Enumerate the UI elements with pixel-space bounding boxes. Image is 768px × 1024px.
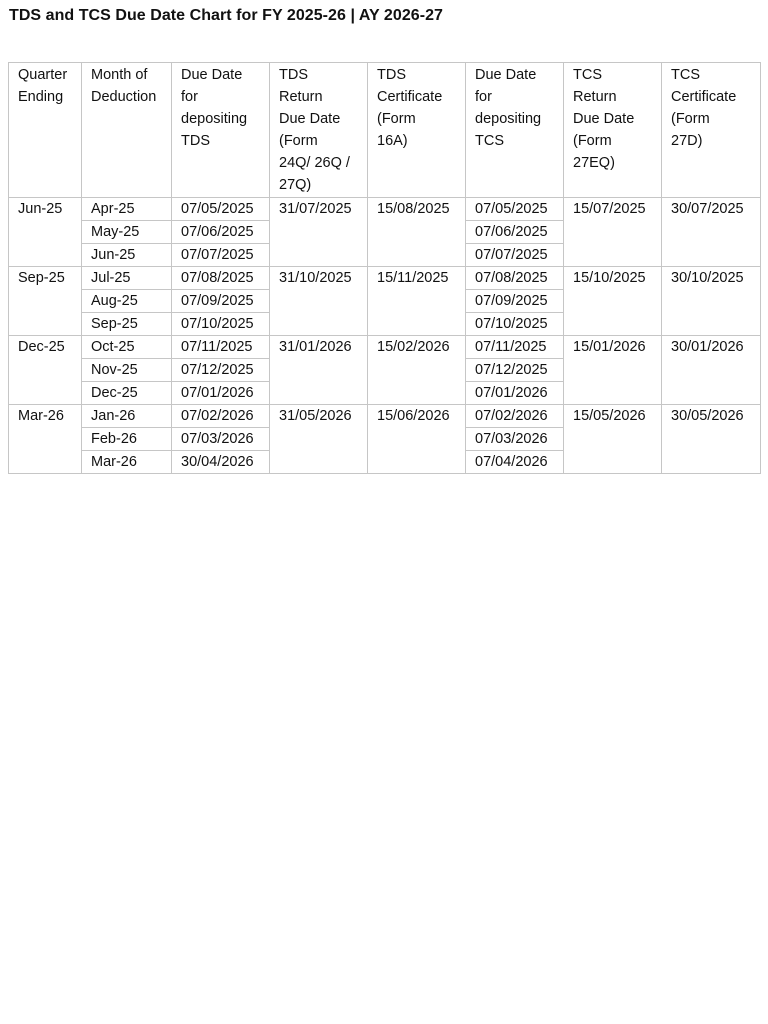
tcs-certificate-cell: 30/07/2025	[662, 198, 761, 267]
tcs-deposit-cell: 07/09/2025	[466, 290, 564, 313]
tds-deposit-cell: 07/01/2026	[172, 382, 270, 405]
tds-deposit-cell: 07/07/2025	[172, 244, 270, 267]
month-cell: Jul-25	[82, 267, 172, 290]
header-line: Due Date	[475, 67, 537, 83]
header-line: Return	[573, 89, 617, 105]
month-cell: Oct-25	[82, 336, 172, 359]
tcs-return-due-cell: 15/10/2025	[564, 267, 662, 336]
month-cell: Mar-26	[82, 451, 172, 474]
quarter-ending-cell: Mar-26	[9, 405, 82, 474]
header-tcs-return-due	[564, 63, 662, 198]
month-cell: Dec-25	[82, 382, 172, 405]
tds-deposit-cell: 07/03/2026	[172, 428, 270, 451]
page-title: TDS and TCS Due Date Chart for FY 2025-26 | AY 2026-27	[9, 7, 444, 24]
tds-deposit-cell: 07/10/2025	[172, 313, 270, 336]
tcs-deposit-cell: 07/01/2026	[466, 382, 564, 405]
header-line: Certificate	[377, 89, 443, 105]
tcs-deposit-cell: 07/05/2025	[466, 198, 564, 221]
header-line: depositing	[181, 111, 248, 127]
header-line: depositing	[475, 111, 542, 127]
header-tcs-certificate	[662, 63, 761, 198]
header-line: Quarter	[18, 67, 68, 83]
month-cell: Feb-26	[82, 428, 172, 451]
header-line: Month of	[91, 67, 148, 83]
month-cell: Aug-25	[82, 290, 172, 313]
tcs-certificate-cell: 30/10/2025	[662, 267, 761, 336]
header-line: Due Date	[573, 111, 635, 127]
month-cell: Sep-25	[82, 313, 172, 336]
header-line: TCS	[475, 133, 504, 149]
header-line: Deduction	[91, 89, 157, 105]
tds-return-due-cell: 31/07/2025	[270, 198, 368, 267]
tds-deposit-cell: 07/06/2025	[172, 221, 270, 244]
header-row	[9, 63, 761, 198]
table-row	[9, 267, 761, 290]
table-row	[9, 336, 761, 359]
tds-return-due-cell: 31/01/2026	[270, 336, 368, 405]
tcs-certificate-cell: 30/01/2026	[662, 336, 761, 405]
tds-deposit-cell: 07/08/2025	[172, 267, 270, 290]
quarter-ending-cell: Sep-25	[9, 267, 82, 336]
header-line: TCS	[671, 67, 700, 83]
tcs-deposit-cell: 07/03/2026	[466, 428, 564, 451]
tcs-return-due-cell: 15/05/2026	[564, 405, 662, 474]
header-line: Certificate	[671, 89, 737, 105]
header-line: TDS	[279, 67, 308, 83]
tds-deposit-cell: 07/09/2025	[172, 290, 270, 313]
tds-certificate-cell: 15/11/2025	[368, 267, 466, 336]
tcs-deposit-cell: 07/02/2026	[466, 405, 564, 428]
header-line: 27EQ)	[573, 155, 615, 171]
header-line: 27D)	[671, 133, 703, 149]
header-line: (Form	[377, 111, 416, 127]
tds-certificate-cell: 15/06/2026	[368, 405, 466, 474]
tcs-deposit-cell: 07/10/2025	[466, 313, 564, 336]
tds-deposit-cell: 07/12/2025	[172, 359, 270, 382]
header-line: Due Date	[279, 111, 341, 127]
header-line: for	[475, 89, 492, 105]
table-row	[9, 405, 761, 428]
tds-deposit-cell: 07/11/2025	[172, 336, 270, 359]
table-body	[9, 198, 761, 474]
header-line: Ending	[18, 89, 64, 105]
tds-deposit-cell: 07/05/2025	[172, 198, 270, 221]
month-cell: Nov-25	[82, 359, 172, 382]
due-date-table	[8, 62, 761, 474]
tcs-deposit-cell: 07/08/2025	[466, 267, 564, 290]
header-line: TCS	[573, 67, 602, 83]
quarter-ending-cell: Jun-25	[9, 198, 82, 267]
tcs-deposit-cell: 07/07/2025	[466, 244, 564, 267]
tds-return-due-cell: 31/10/2025	[270, 267, 368, 336]
header-quarter-ending	[9, 63, 82, 198]
month-cell: Jun-25	[82, 244, 172, 267]
quarter-ending-cell: Dec-25	[9, 336, 82, 405]
header-month-of-deduction	[82, 63, 172, 198]
tds-certificate-cell: 15/02/2026	[368, 336, 466, 405]
month-cell: May-25	[82, 221, 172, 244]
header-line: 27Q)	[279, 177, 312, 193]
table-row	[9, 198, 761, 221]
header-tds-certificate	[368, 63, 466, 198]
header-tds-deposit-due	[172, 63, 270, 198]
header-tcs-deposit-due	[466, 63, 564, 198]
header-line: TDS	[377, 67, 406, 83]
tds-deposit-cell: 07/02/2026	[172, 405, 270, 428]
tcs-return-due-cell: 15/07/2025	[564, 198, 662, 267]
tcs-return-due-cell: 15/01/2026	[564, 336, 662, 405]
header-tds-return-due	[270, 63, 368, 198]
header-line: TDS	[181, 133, 210, 149]
header-line: for	[181, 89, 198, 105]
tds-deposit-cell: 30/04/2026	[172, 451, 270, 474]
tcs-deposit-cell: 07/11/2025	[466, 336, 564, 359]
tcs-deposit-cell: 07/06/2025	[466, 221, 564, 244]
month-cell: Apr-25	[82, 198, 172, 221]
tds-certificate-cell: 15/08/2025	[368, 198, 466, 267]
header-line: (Form	[279, 133, 318, 149]
tcs-certificate-cell: 30/05/2026	[662, 405, 761, 474]
header-line: Return	[279, 89, 323, 105]
header-line: Due Date	[181, 67, 243, 83]
month-cell: Jan-26	[82, 405, 172, 428]
tds-return-due-cell: 31/05/2026	[270, 405, 368, 474]
tcs-deposit-cell: 07/12/2025	[466, 359, 564, 382]
table-header	[9, 63, 761, 198]
tcs-deposit-cell: 07/04/2026	[466, 451, 564, 474]
header-line: 16A)	[377, 133, 408, 149]
header-line: (Form	[573, 133, 612, 149]
header-line: 24Q/ 26Q /	[279, 155, 350, 171]
header-line: (Form	[671, 111, 710, 127]
